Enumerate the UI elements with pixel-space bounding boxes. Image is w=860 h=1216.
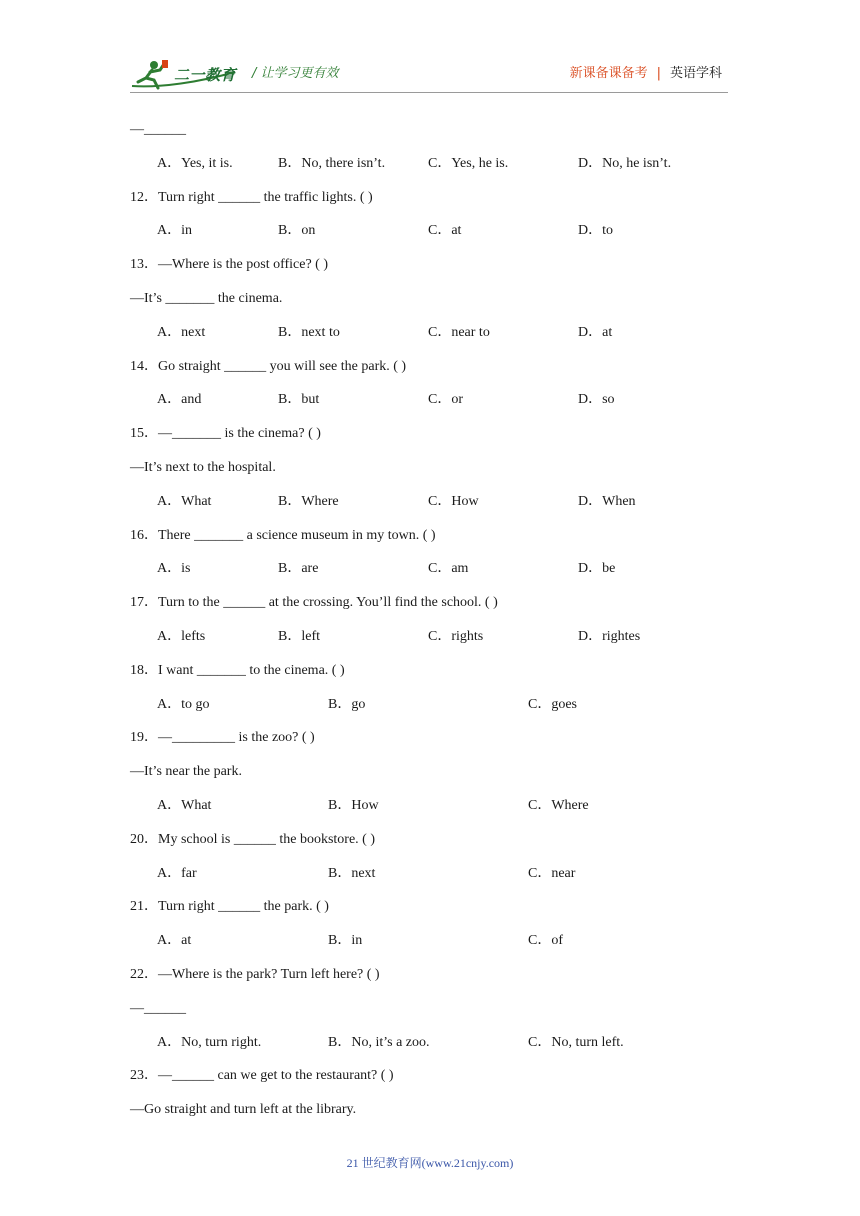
answer-option: B．No, it’s a zoo. <box>328 1034 430 1050</box>
question-line: 12．Turn right ______ the traffic lights. ( ) <box>130 189 373 205</box>
answer-option: A．in <box>157 223 192 239</box>
options-row <box>130 552 750 586</box>
question-line: 18．I want _______ to the cinema. ( ) <box>130 662 345 678</box>
options-row <box>130 789 750 823</box>
answer-option: A．Yes, it is. <box>157 155 233 171</box>
answer-option: C．Where <box>528 797 589 813</box>
answer-option: B．How <box>328 797 379 813</box>
options-row <box>130 620 750 654</box>
answer-option: B．Where <box>278 493 339 509</box>
answer-option: A．far <box>157 865 197 881</box>
answer-option: B．left <box>278 628 320 644</box>
answer-option: C．goes <box>528 696 577 712</box>
question-line: —It’s near the park. <box>130 764 242 780</box>
question-line: —It’s next to the hospital. <box>130 459 276 475</box>
question-line: —______ <box>130 1000 186 1016</box>
options-row <box>130 383 750 417</box>
question-line: 21．Turn right ______ the park. ( ) <box>130 899 329 915</box>
answer-option: A．and <box>157 392 202 408</box>
question-line: 13．—Where is the post office? ( ) <box>130 257 329 273</box>
answer-option: D．at <box>578 324 613 340</box>
brand-name: 二一教育 <box>174 66 237 84</box>
answer-option: C．Yes, he is. <box>428 155 509 171</box>
answer-option: B．are <box>278 561 319 577</box>
answer-option: D．to <box>578 223 613 239</box>
header-tag-subject: 英语学科 <box>669 66 722 81</box>
question-list <box>130 113 750 1127</box>
answer-option: B．next <box>328 865 376 881</box>
answer-option: C．How <box>428 493 479 509</box>
answer-option: C．or <box>428 392 463 408</box>
question-line: 16．There _______ a science museum in my town. ( ) <box>130 527 436 543</box>
options-row <box>130 857 750 891</box>
answer-option: A．What <box>157 797 212 813</box>
question-line: —It’s _______ the cinema. <box>130 290 283 306</box>
answer-option: C．rights <box>428 628 484 644</box>
answer-option: B．on <box>278 223 316 239</box>
answer-option: B．in <box>328 933 363 949</box>
answer-option: A．at <box>157 933 192 949</box>
header-tags <box>570 62 722 81</box>
question-line: 14．Go straight ______ you will see the park. ( ) <box>130 358 407 374</box>
question-line: 22．—Where is the park? Turn left here? ( ) <box>130 966 380 982</box>
header-tag-course: 新课备课备考 <box>569 66 648 81</box>
page-header <box>0 0 860 110</box>
answer-option: A．to go <box>157 696 210 712</box>
options-row <box>130 485 750 519</box>
answer-option: C．near to <box>428 324 490 340</box>
question-line: 23．—______ can we get to the restaurant? ( ) <box>130 1068 394 1084</box>
question-line: —Go straight and turn left at the library. <box>130 1102 357 1118</box>
answer-option: D．rightes <box>578 628 641 644</box>
answer-option: B．go <box>328 696 366 712</box>
answer-option: C．at <box>428 223 462 239</box>
options-row <box>130 147 750 181</box>
slogan: / 让学习更有效 <box>252 66 339 81</box>
options-row <box>130 1026 750 1060</box>
answer-option: D．No, he isn’t. <box>578 155 672 171</box>
answer-option: A．lefts <box>157 628 206 644</box>
options-row <box>130 924 750 958</box>
answer-option: A．No, turn right. <box>157 1034 262 1050</box>
answer-option: C．of <box>528 933 563 949</box>
answer-option: D．be <box>578 561 616 577</box>
header-separator: | <box>656 66 661 81</box>
answer-option: D．so <box>578 392 615 408</box>
question-line: 15．—_______ is the cinema? ( ) <box>130 426 321 442</box>
answer-option: B．but <box>278 392 320 408</box>
answer-option: A．What <box>157 493 212 509</box>
answer-option: B．next to <box>278 324 340 340</box>
options-row <box>130 688 750 722</box>
answer-option: C．am <box>428 561 469 577</box>
answer-option: A．next <box>157 324 206 340</box>
question-line: 17．Turn to the ______ at the crossing. You’ll find the school. ( ) <box>130 595 498 611</box>
question-line: 19．—_________ is the zoo? ( ) <box>130 730 315 746</box>
question-line: —______ <box>130 122 186 137</box>
answer-option: B．No, there isn’t. <box>278 155 386 171</box>
page-footer: 21 世纪教育网(www.21cnjy.com) <box>346 1156 514 1170</box>
question-line: 20．My school is ______ the bookstore. ( ) <box>130 831 375 847</box>
header-divider <box>130 92 728 93</box>
options-row <box>130 316 750 350</box>
answer-option: C．near <box>528 865 576 881</box>
answer-option: C．No, turn left. <box>528 1034 624 1050</box>
options-row <box>130 214 750 248</box>
answer-option: A．is <box>157 561 191 577</box>
answer-option: D．When <box>578 493 636 509</box>
